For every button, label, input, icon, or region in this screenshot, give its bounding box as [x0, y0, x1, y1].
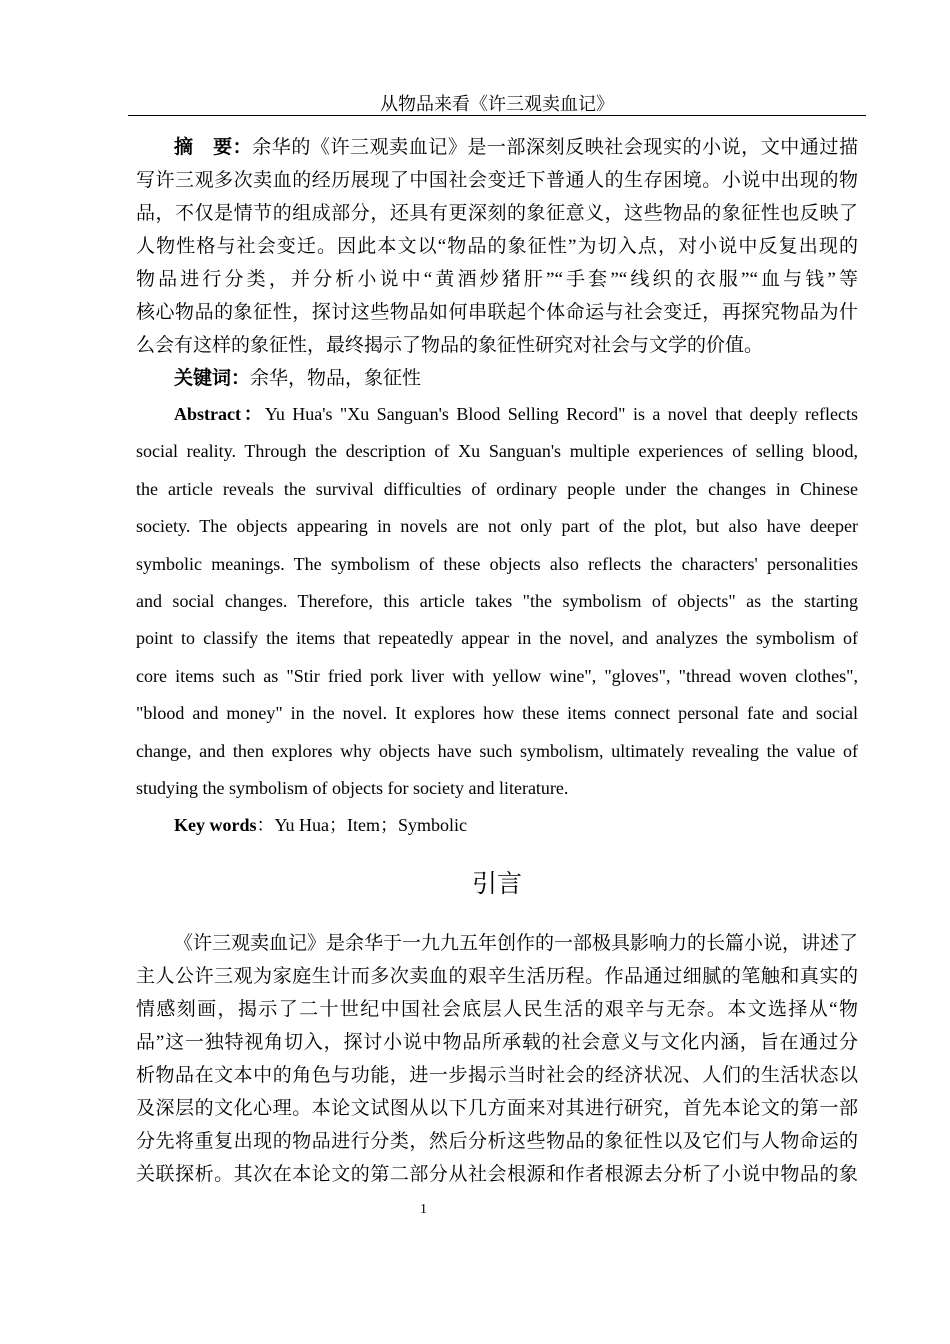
intro-line: 分先将重复出现的物品进行分类，然后分析这些物品的象征性以及它们与人物命运的 [136, 1131, 858, 1152]
intro-line: 及深层的文化心理。本论文试图从以下几方面来对其进行研究，首先本论文的第一部 [136, 1098, 858, 1119]
abstract-en [136, 396, 858, 845]
intro-line: 《许三观卖血记》是余华于一九九五年创作的一部极具影响力的长篇小说，讲述了 [174, 933, 859, 954]
keywords-en-label: Key words [174, 815, 257, 836]
page-number: 1 [420, 1202, 427, 1217]
intro-line: 关联探析。其次在本论文的第二部分从社会根源和作者根源去分析了小说中物品的象 [136, 1164, 858, 1185]
abstract-zh-line: 物品进行分类，并分析小说中“黄酒炒猪肝”“手套”“线织的衣服”“血与钱”等 [136, 269, 858, 290]
abstract-en-line: point to classify the items that repeatedly appear in the novel, and analyzes the symbolism of [136, 628, 858, 649]
abstract-zh [136, 131, 858, 395]
abstract-en-line: "blood and money" in the novel. It explores how these items connect personal fate and social [136, 703, 858, 724]
abstract-zh-line: 人物性格与社会变迁。因此本文以“物品的象征性”为切入点，对小说中反复出现的 [136, 236, 858, 257]
abstract-zh-line: 么会有这样的象征性，最终揭示了物品的象征性研究对社会与文学的价值。 [136, 335, 764, 356]
keywords-en: Key words：Yu Hua；Item；Symbolic [174, 815, 467, 836]
keywords-zh-label: 关键词： [174, 368, 251, 389]
intro-line: 情感刻画，揭示了二十世纪中国社会底层人民生活的艰辛与无奈。本文选择从“物 [136, 999, 858, 1020]
running-header: 从物品来看《许三观卖血记》 [380, 94, 614, 114]
abstract-en-line: change, and then explores why objects have such symbolism, ultimately revealing the value of [136, 740, 858, 761]
abstract-en-line: core items such as "Stir fried pork liver with yellow wine", "gloves", "thread woven clothes", [136, 665, 858, 686]
abstract-en-line: symbolic meanings. The symbolism of these objects also reflects the characters' personalities [136, 553, 858, 574]
section-heading: 引言 [471, 869, 522, 898]
intro-paragraph [136, 927, 858, 1191]
header-rule [128, 115, 866, 116]
abstract-zh-line: 核心物品的象征性，探讨这些物品如何串联起个体命运与社会变迁，再探究物品为什 [136, 302, 858, 323]
abstract-en-line: studying the symbolism of objects for society and literature. [136, 778, 569, 799]
intro-line: 析物品在文本中的角色与功能，进一步揭示当时社会的经济状况、人们的生活状态以 [136, 1065, 858, 1086]
abstract-en-line: Abstract：Yu Hua's "Xu Sanguan's Blood Selling Record" is a novel that deeply reflects [174, 404, 858, 424]
abstract-zh-line: 摘 要：余华的《许三观卖血记》是一部深刻反映社会现实的小说，文中通过描 [174, 137, 858, 158]
abstract-en-line: social reality. Through the description of Xu Sanguan's multiple experiences of selling blood, [136, 441, 858, 462]
intro-line: 品”这一独特视角切入，探讨小说中物品所承载的社会意义与文化内涵，旨在通过分 [136, 1032, 858, 1053]
abstract-en-label: Abstract： [174, 404, 265, 424]
intro-line: 主人公许三观为家庭生计而多次卖血的艰辛生活历程。作品通过细腻的笔触和真实的 [136, 966, 858, 987]
abstract-zh-line: 品，不仅是情节的组成部分，还具有更深刻的象征意义，这些物品的象征性也反映了 [136, 203, 858, 224]
abstract-zh-label: 摘 要： [174, 137, 253, 158]
abstract-en-line: society. The objects appearing in novels are not only part of the plot, but also have deeper [136, 516, 858, 537]
abstract-en-line: the article reveals the survival difficulties of ordinary people under the changes in Chinese [136, 478, 858, 499]
abstract-zh-line: 写许三观多次卖血的经历展现了中国社会变迁下普通人的生存困境。小说中出现的物 [136, 170, 858, 191]
abstract-en-line: and social changes. Therefore, this article takes "the symbolism of objects" as the starting [136, 591, 858, 612]
keywords-zh: 关键词：余华，物品，象征性 [174, 368, 422, 389]
